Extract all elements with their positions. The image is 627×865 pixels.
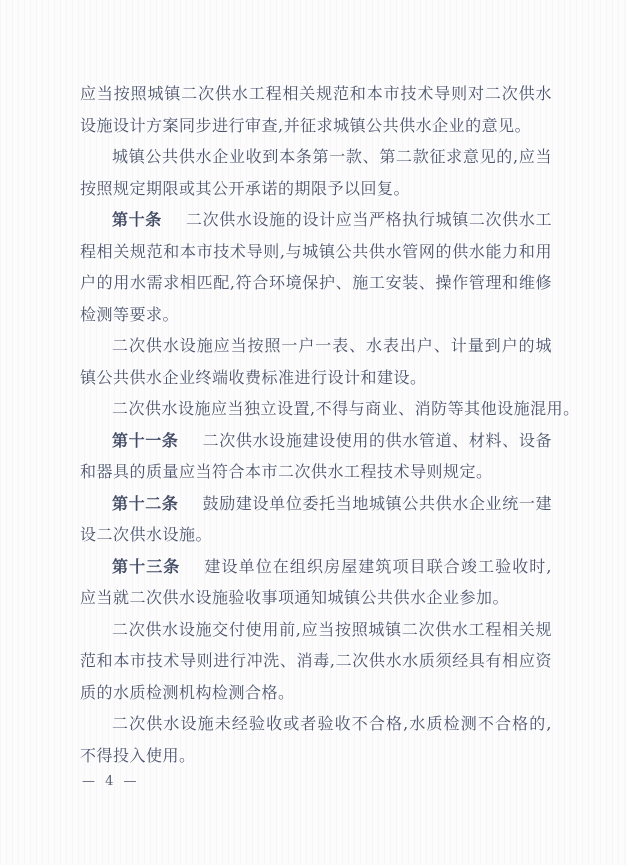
paragraph-text: 应当按照城镇二次供水工程相关规范和本市技术导则对二次供水设施设计方案同步进行审查,并征求城镇公共供水企业的意见。 <box>80 84 552 135</box>
paragraph-text: 建设单位在组织房屋建筑项目联合竣工验收时,应当就二次供水设施验收事项通知城镇公共供水企业参加。 <box>80 556 552 607</box>
paragraph-text: 鼓励建设单位委托当地城镇公共供水企业统一建设二次供水设施。 <box>80 493 552 544</box>
article-number: 第十条 <box>112 210 162 229</box>
paragraph <box>80 551 552 614</box>
paragraph <box>80 78 552 141</box>
paragraph-text: 城镇公共供水企业收到本条第一款、第二款征求意见的,应当按照规定期限或其公开承诺的期限予以回复。 <box>80 147 552 198</box>
paragraph <box>80 330 552 393</box>
page-number: — 4 — <box>82 774 140 789</box>
paragraph <box>80 614 552 709</box>
paragraph <box>80 204 552 330</box>
paragraph <box>80 708 552 771</box>
paragraph <box>80 488 552 551</box>
article-number: 第十三条 <box>112 556 181 576</box>
paragraph <box>80 425 552 488</box>
paragraph-text: 二次供水设施应当独立设置,不得与商业、消防等其他设施混用。 <box>112 399 580 418</box>
article-number: 第十一条 <box>112 430 179 450</box>
paragraph-text: 二次供水设施的设计应当严格执行城镇二次供水工程相关规范和本市技术导则,与城镇公共供水管网的供水能力和用户的用水需求相匹配,符合环境保护、施工安装、操作管理和维修检测等要求。 <box>80 210 552 324</box>
paragraph-text: 二次供水设施建设使用的供水管道、材料、设备和器具的质量应当符合本市二次供水工程技术导则规定。 <box>80 430 552 481</box>
article-number: 第十二条 <box>112 493 179 513</box>
paragraph-text: 二次供水设施交付使用前,应当按照城镇二次供水工程相关规范和本市技术导则进行冲洗、消毒,二次供水水质须经具有相应资质的水质检测机构检测合格。 <box>80 619 552 702</box>
document-body <box>80 78 580 771</box>
paragraph <box>80 141 552 204</box>
paragraph <box>80 393 580 425</box>
paragraph-text: 二次供水设施未经验收或者验收不合格,水质检测不合格的,不得投入使用。 <box>80 714 552 765</box>
paragraph-text: 二次供水设施应当按照一户一表、水表出户、计量到户的城镇公共供水企业终端收费标准进行设计和建设。 <box>80 336 552 387</box>
